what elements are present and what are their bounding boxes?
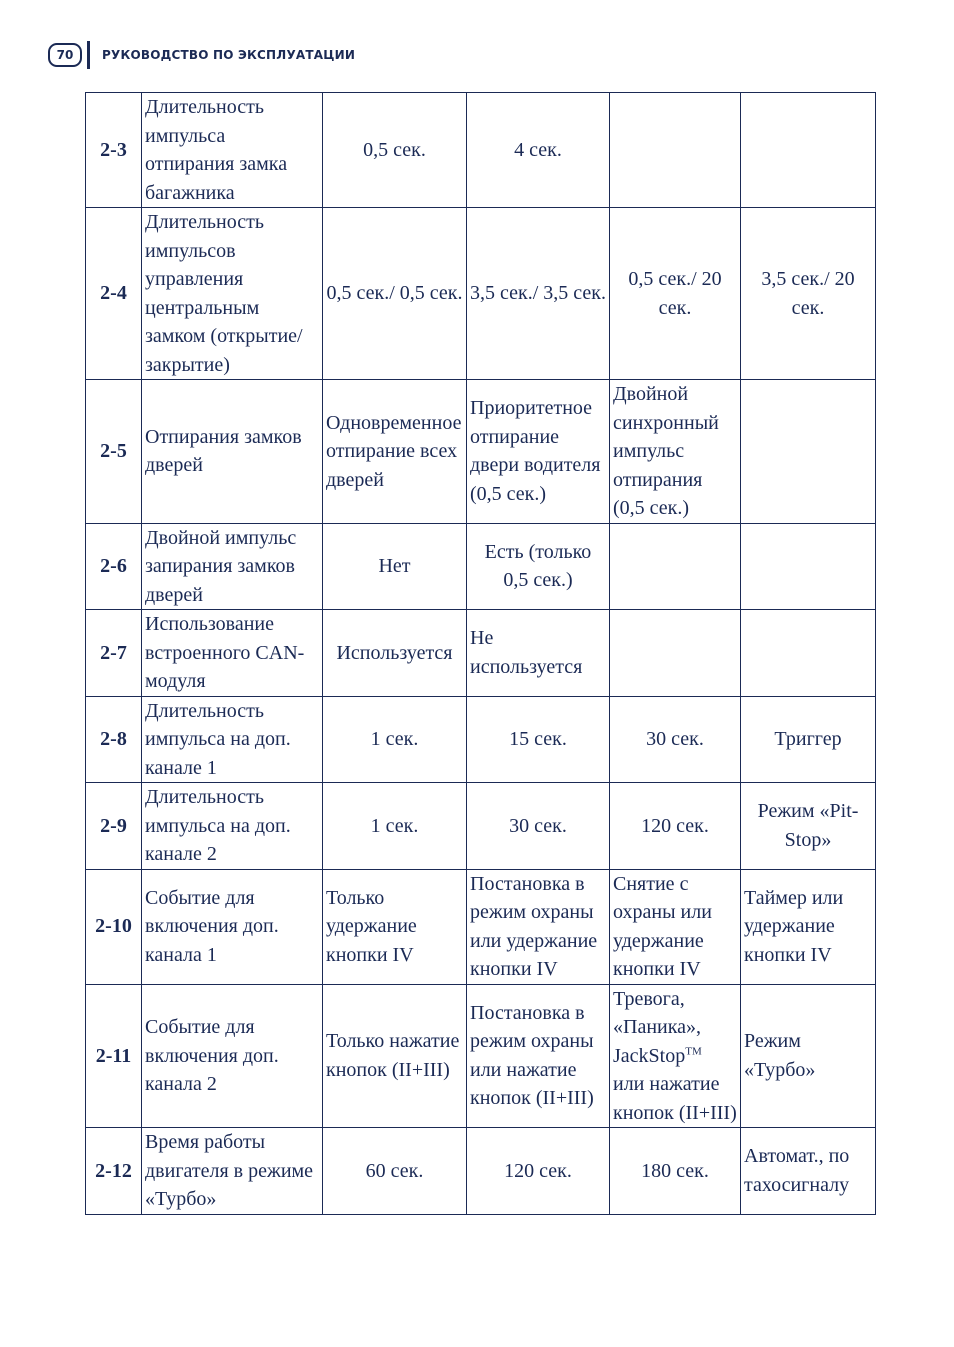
param-value	[741, 523, 876, 610]
page-number-badge: 70	[48, 43, 82, 67]
param-code: 2-6	[86, 523, 142, 610]
param-value-text: Тревога, «Паника», JackStop	[613, 987, 702, 1067]
param-value-text: или нажатие кнопок (II+III)	[613, 1073, 737, 1124]
param-value: 15 сек.	[467, 696, 610, 783]
param-value: Режим «Турбо»	[741, 984, 876, 1128]
param-value: Есть (только 0,5 сек.)	[467, 523, 610, 610]
table-row	[86, 1128, 876, 1215]
param-value: Нет	[323, 523, 467, 610]
param-name: Длительность импульса на доп. канале 1	[142, 696, 323, 783]
param-value: 120 сек.	[467, 1128, 610, 1215]
param-name: Длительность импульсов управления центральным замком (открытие/закрытие)	[142, 208, 323, 380]
param-value	[610, 523, 741, 610]
param-value: Постановка в режим охраны или нажатие кнопок (II+III)	[467, 984, 610, 1128]
param-value: 0,5 сек./ 0,5 сек.	[323, 208, 467, 380]
table-row	[86, 984, 876, 1128]
page-header	[48, 40, 355, 70]
param-value: Одновременное отпирание всех дверей	[323, 380, 467, 524]
trademark-mark: TM	[685, 1044, 702, 1057]
param-value: Триггер	[741, 696, 876, 783]
table-row	[86, 93, 876, 208]
param-value	[610, 610, 741, 697]
param-code: 2-7	[86, 610, 142, 697]
param-value: Автомат., по тахосигналу	[741, 1128, 876, 1215]
param-name: Длительность импульса отпирания замка багажника	[142, 93, 323, 208]
param-value: 180 сек.	[610, 1128, 741, 1215]
param-code: 2-11	[86, 984, 142, 1128]
header-title: РУКОВОДСТВО ПО ЭКСПЛУАТАЦИИ	[102, 48, 356, 62]
param-value: 30 сек.	[610, 696, 741, 783]
param-value: Снятие с охраны или удержание кнопки IV	[610, 869, 741, 984]
param-code: 2-10	[86, 869, 142, 984]
param-value: Приоритетное отпирание двери водителя (0,5 сек.)	[467, 380, 610, 524]
param-name: Событие для включения доп. канала 1	[142, 869, 323, 984]
settings-table	[85, 92, 876, 1215]
param-name: Отпирания замков дверей	[142, 380, 323, 524]
param-code: 2-8	[86, 696, 142, 783]
table-row	[86, 783, 876, 870]
table-row	[86, 869, 876, 984]
table-row	[86, 610, 876, 697]
param-value: Только нажатие кнопок (II+III)	[323, 984, 467, 1128]
param-value	[610, 984, 741, 1128]
param-name: Длительность импульса на доп. канале 2	[142, 783, 323, 870]
param-value	[741, 610, 876, 697]
param-value: 1 сек.	[323, 783, 467, 870]
param-value	[741, 380, 876, 524]
param-value: Двойной синхронный импульс отпирания (0,5 сек.)	[610, 380, 741, 524]
param-value: Постановка в режим охраны или удержание кнопки IV	[467, 869, 610, 984]
table-row	[86, 208, 876, 380]
param-value: 1 сек.	[323, 696, 467, 783]
param-value: 3,5 сек./ 20 сек.	[741, 208, 876, 380]
param-value: Не используется	[467, 610, 610, 697]
param-value: 60 сек.	[323, 1128, 467, 1215]
table-row	[86, 380, 876, 524]
param-code: 2-4	[86, 208, 142, 380]
param-value	[610, 93, 741, 208]
param-name: Двойной импульс запирания замков дверей	[142, 523, 323, 610]
param-value: Таймер или удержание кнопки IV	[741, 869, 876, 984]
table-row	[86, 696, 876, 783]
param-value: Только удержание кнопки IV	[323, 869, 467, 984]
param-value: Используется	[323, 610, 467, 697]
param-name: Использование встроенного CAN-модуля	[142, 610, 323, 697]
param-value: 0,5 сек./ 20 сек.	[610, 208, 741, 380]
param-code: 2-12	[86, 1128, 142, 1215]
table-row	[86, 523, 876, 610]
param-value: 30 сек.	[467, 783, 610, 870]
param-code: 2-9	[86, 783, 142, 870]
header-divider	[87, 41, 90, 69]
param-value: 3,5 сек./ 3,5 сек.	[467, 208, 610, 380]
param-code: 2-5	[86, 380, 142, 524]
param-value	[741, 93, 876, 208]
param-name: Событие для включения доп. канала 2	[142, 984, 323, 1128]
param-code: 2-3	[86, 93, 142, 208]
param-value: Режим «Pit-Stop»	[741, 783, 876, 870]
param-name: Время работы двигателя в режиме «Турбо»	[142, 1128, 323, 1215]
param-value: 120 сек.	[610, 783, 741, 870]
param-value: 0,5 сек.	[323, 93, 467, 208]
param-value: 4 сек.	[467, 93, 610, 208]
